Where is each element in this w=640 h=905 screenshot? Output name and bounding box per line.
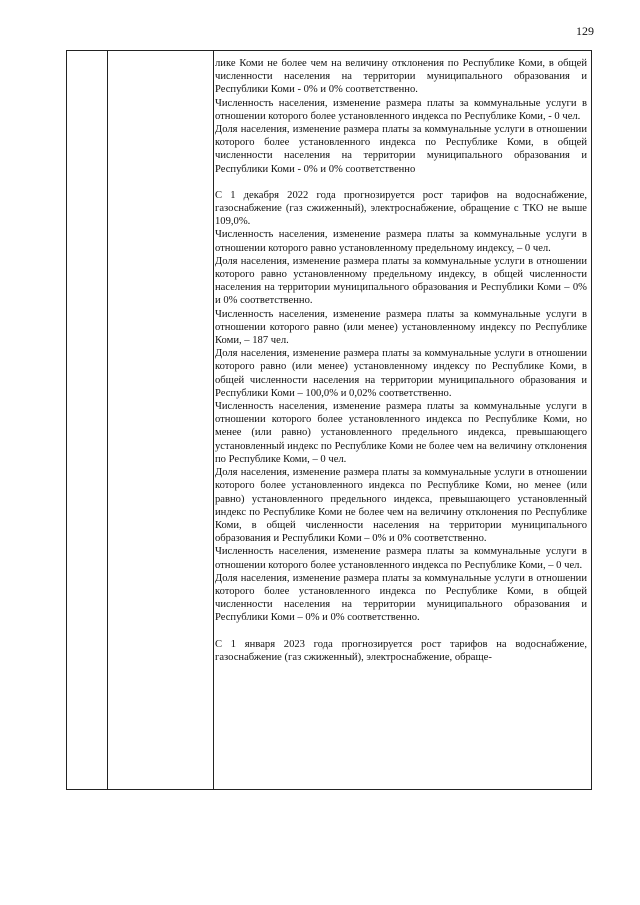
paragraph: Доля населения, изменение размера платы за коммунальные услуги в отношении которого равно установленному предельному индексу, в общей численности населения на территории муниципального образования и Республики Коми – 0% и 0% соответственно. xyxy=(215,255,587,307)
paragraph: С 1 января 2023 года прогнозируется рост тарифов на водоснабжение, газоснабжение (газ сжиженный), электроснабжение, обраще- xyxy=(215,638,587,663)
paragraph: С 1 декабря 2022 года прогнозируется рост тарифов на водоснабжение, газоснабжение (газ сжиженный), электроснабжение, обращение с ТКО не выше 109,0%. xyxy=(215,189,587,228)
paragraph: лике Коми не более чем на величину отклонения по Республике Коми, в общей численности населения на территории муниципального образования и Республики Коми - 0% и 0% соответственно. xyxy=(215,58,587,96)
document-table xyxy=(66,50,592,790)
paragraph-gap xyxy=(215,625,587,638)
page-number: 129 xyxy=(576,24,594,38)
paragraph: Численность населения, изменение размера платы за коммунальные услуги в отношении которого более установленного индекса по Республике Коми, но менее (или равно) установленного предельного индекса, превышающего установленный индекс по Республике Коми не более чем на величину отклонения по Республике Коми, – 0 чел. xyxy=(215,401,587,465)
text-cell xyxy=(215,57,587,664)
paragraph: Доля населения, изменение размера платы за коммунальные услуги в отношении которого более установленного индекса по Республике Коми, но менее (или равно) установленного предельного индекса, превышающего установленный индекс по Республике Коми не более чем на величину отклонения по Республике Коми, в общей численности населения на территории муниципального образования и Республики Коми – 0% и 0% соответственно. xyxy=(215,467,587,545)
paragraph-gap xyxy=(215,176,587,189)
paragraph: Численность населения, изменение размера платы за коммунальные услуги в отношении которого более установленного индекса по Республике Коми, - 0 чел. xyxy=(215,97,587,122)
paragraph: Доля населения, изменение размера платы за коммунальные услуги в отношении которого более установленного индекса по Республике Коми, в общей численности населения на территории муниципального образования и Республики Коми – 0% и 0% соответственно. xyxy=(215,572,587,624)
paragraph: Численность населения, изменение размера платы за коммунальные услуги в отношении которого более установленного индекса по Республике Коми, – 0 чел. xyxy=(215,546,587,571)
column-divider xyxy=(213,51,214,789)
paragraph: Численность населения, изменение размера платы за коммунальные услуги в отношении которого равно (или менее) установленному индексу по Республике Коми, – 187 чел. xyxy=(215,308,587,347)
paragraph: Численность населения, изменение размера платы за коммунальные услуги в отношении которого равно установленному предельному индексу, – 0 чел. xyxy=(215,229,587,254)
column-divider xyxy=(107,51,108,789)
paragraph: Доля населения, изменение размера платы за коммунальные услуги в отношении которого более установленного индекса по Республике Коми, в общей численности населения на территории муниципального образования и Республики Коми - 0% и 0% соответственно xyxy=(215,124,587,175)
paragraph: Доля населения, изменение размера платы за коммунальные услуги в отношении которого равно (или менее) установленному индексу по Республике Коми, в общей численности населения на территории муниципального образования и Республики Коми – 100,0% и 0,02% соответственно. xyxy=(215,348,587,399)
